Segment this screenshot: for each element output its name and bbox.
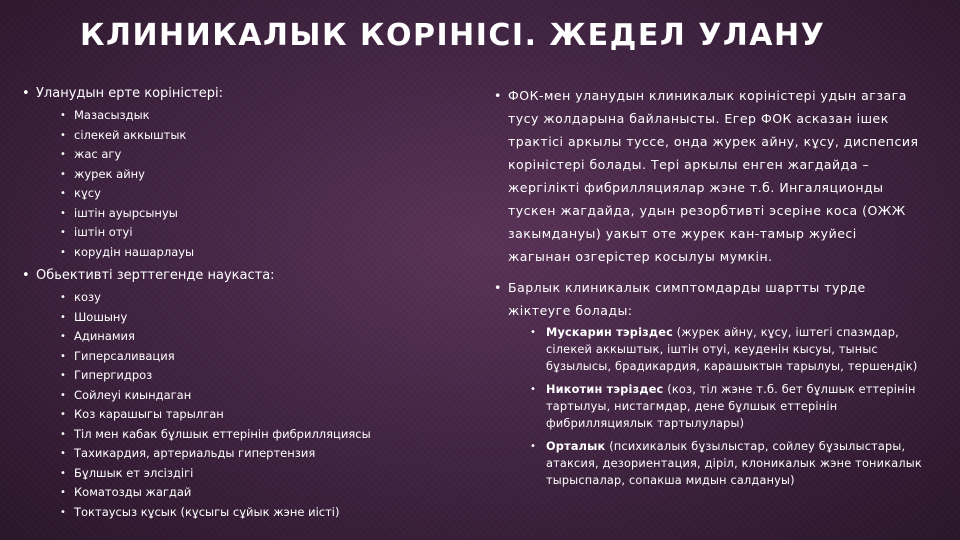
classification-item	[494, 276, 924, 489]
group-text: (психикалык бұзылыстар, сойлеу бұзылыстары, атаксия, дезориентация, діріл, клоникалык жэне тоникалык тырыспалар, сопакша мидын салдануы)	[546, 440, 922, 487]
clinical-paragraph: • ФОК-мен уланудын клиникалык коріністері удын агзага тусу жолдарына байланысты. Егер ФОК асказан ішек трактісі аркылы туссе, онда журек айну, кұсу, диспепсия коріністері болады. Тері аркылы енген жагдайда – жергілікті фибрилляциялар жэне т.б. Ингаляционды тускен жагдайда, удын резорбтивті эсеріне коса (ОЖЖ закымдануы) уакыт оте журек кан-тамыр жуйесі жагынан озгерістер косылуы мумкін.	[494, 84, 924, 268]
objective-signs-item	[22, 266, 462, 522]
early-sign: • жас агу	[60, 145, 462, 165]
objective-sign: • козу	[60, 288, 462, 308]
group-text: (журек айну, кұсу, іштегі спазмдар, сілекей аккыштык, іштін отуі, кеуденін кысуы, тыныс бұзылысы, брадикардия, карашыктын тарылуы, тершендік)	[546, 326, 918, 373]
right-column	[494, 84, 924, 495]
objective-sign: • Тіл мен кабак бұлшык еттерінін фибрилляциясы	[60, 425, 462, 445]
group-name: Мускарин тэріздес	[546, 326, 673, 339]
left-column	[22, 84, 462, 522]
early-sign: • кұсу	[60, 184, 462, 204]
objective-sign: • Гипергидроз	[60, 366, 462, 386]
classification-text: Барлык клиникалык симптомдарды шартты турде жіктеуге болады:	[508, 280, 866, 318]
group-name: Орталык	[546, 440, 606, 453]
objective-sign: • Сойлеуі киындаган	[60, 386, 462, 406]
early-sign: • іштін отуі	[60, 223, 462, 243]
objective-sign: • Бұлшык ет элсіздігі	[60, 464, 462, 484]
symptom-group-nicotinic	[530, 381, 924, 432]
symptom-group-muscarinic	[530, 324, 924, 375]
objective-heading: Обьективті зерттегенде наукаста:	[36, 268, 275, 283]
objective-sign: • Токтаусыз кұсык (кұсыгы сұйык жэне иісті)	[60, 503, 462, 523]
group-text: (коз, тіл жэне т.б. бет бұлшык еттерінін тартылуы, нистагмдар, дене бұлшык еттерінін фибрилляциялык тартылулары)	[546, 383, 916, 430]
early-sign: • Мазасыздык	[60, 106, 462, 126]
early-sign: • іштін ауырсынуы	[60, 204, 462, 224]
slide-title: КЛИНИКАЛЫК КОРІНІСІ. ЖЕДЕЛ УЛАНУ	[80, 18, 826, 53]
early-sign: • корудін нашарлауы	[60, 243, 462, 263]
early-sign: • сілекей аккыштык	[60, 126, 462, 146]
early-signs-heading: Уланудын ерте коріністері:	[36, 86, 223, 101]
objective-sign: • Коматозды жагдай	[60, 483, 462, 503]
early-signs-item	[22, 84, 462, 262]
early-sign: • журек айну	[60, 165, 462, 185]
group-name: Никотин тэріздес	[546, 383, 664, 396]
objective-sign: • Коз карашыгы тарылган	[60, 405, 462, 425]
objective-sign: • Адинамия	[60, 327, 462, 347]
objective-sign: • Шошыну	[60, 308, 462, 328]
objective-sign: • Тахикардия, артериальды гипертензия	[60, 444, 462, 464]
symptom-group-central	[530, 438, 924, 489]
objective-sign: • Гиперсаливация	[60, 347, 462, 367]
